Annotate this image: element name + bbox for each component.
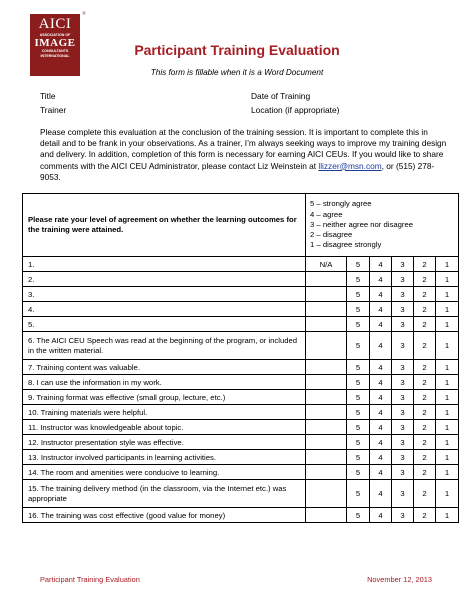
rating-4-cell[interactable]: 4 [370,272,392,287]
intro-paragraph [40,127,448,183]
rating-4-cell[interactable]: 4 [370,435,392,450]
rating-2-cell[interactable]: 2 [414,508,436,523]
rating-scale-legend [306,194,459,257]
rating-5-cell[interactable]: 5 [347,390,370,405]
rating-3-cell[interactable]: 3 [392,272,414,287]
rating-4-cell[interactable]: 4 [370,360,392,375]
rating-2-cell[interactable]: 2 [414,257,436,272]
na-cell[interactable] [306,272,347,287]
rating-1-cell[interactable]: 1 [436,420,459,435]
rating-5-cell[interactable]: 5 [347,435,370,450]
title-field-label[interactable]: Title [40,91,56,101]
rating-4-cell[interactable]: 4 [370,465,392,480]
rating-5-cell[interactable]: 5 [347,332,370,360]
na-cell[interactable] [306,480,347,508]
intro-text: Please complete this evaluation at the conclusion of the training session. It is important to complete this in detail and to be frank in your observations. As a trainer, I’m always seeking ways to improve my training design and delivery. In addition, completion of this form is necessary for earning AICI CEUs. If you would like to share comments with the AICI CEU Administrator, please contact Liz Weinstein at [40,127,447,171]
rating-1-cell[interactable]: 1 [436,302,459,317]
table-row [23,480,459,508]
rating-2-cell[interactable]: 2 [414,272,436,287]
item-label: 1. [23,257,306,272]
logo-image-text: IMAGE [34,37,76,50]
table-row [23,272,459,287]
rating-1-cell[interactable]: 1 [436,375,459,390]
item-label: 15. The training delivery method (in the classroom, via the Internet etc.) was appropriate [23,480,306,508]
rating-4-cell[interactable]: 4 [370,450,392,465]
na-cell[interactable] [306,360,347,375]
table-row [23,257,459,272]
rating-4-cell[interactable]: 4 [370,302,392,317]
rating-2-cell[interactable]: 2 [414,360,436,375]
item-label: 5. [23,317,306,332]
na-cell[interactable] [306,405,347,420]
rating-5-cell[interactable]: 5 [347,317,370,332]
page-subtitle: This form is fillable when it is a Word Document [150,68,324,77]
rating-5-cell[interactable]: 5 [347,360,370,375]
table-row [23,508,459,523]
rating-5-cell[interactable]: 5 [347,450,370,465]
rating-5-cell[interactable]: 5 [347,375,370,390]
rating-3-cell[interactable]: 3 [392,405,414,420]
rating-2-cell[interactable]: 2 [414,435,436,450]
rating-1-cell[interactable]: 1 [436,317,459,332]
item-label: 16. The training was cost effective (good value for money) [23,508,306,523]
na-cell[interactable] [306,435,347,450]
rating-4-cell[interactable]: 4 [370,317,392,332]
rating-2-cell[interactable]: 2 [414,317,436,332]
rating-4-cell[interactable]: 4 [370,508,392,523]
registered-mark: ® [82,12,86,17]
rating-3-cell[interactable]: 3 [392,360,414,375]
item-label: 8. I can use the information in my work. [23,375,306,390]
rating-3-cell[interactable]: 3 [392,257,414,272]
rating-1-cell[interactable]: 1 [436,450,459,465]
scale-5: 5 – strongly agree [310,199,372,209]
rating-3-cell[interactable]: 3 [392,420,414,435]
scale-4: 4 – agree [310,209,343,219]
na-cell[interactable] [306,420,347,435]
rating-3-cell[interactable]: 3 [392,375,414,390]
rating-2-cell[interactable]: 2 [414,287,436,302]
rating-2-cell[interactable]: 2 [414,405,436,420]
table-header-row [23,194,459,257]
rating-5-cell[interactable]: 5 [347,302,370,317]
rating-1-cell[interactable]: 1 [436,360,459,375]
item-label: 12. Instructor presentation style was effective. [23,435,306,450]
page-title: Participant Training Evaluation [134,42,340,58]
rating-5-cell[interactable]: 5 [347,257,370,272]
table-row [23,390,459,405]
rating-1-cell[interactable]: 1 [436,465,459,480]
location-field-label[interactable]: Location (if appropriate) [251,105,340,115]
table-row [23,435,459,450]
na-cell[interactable] [306,332,347,360]
item-label: 11. Instructor was knowledgeable about topic. [23,420,306,435]
item-label: 9. Training format was effective (small group, lecture, etc.) [23,390,306,405]
logo-association-text: ASSOCIATION OF [39,33,71,37]
scale-2: 2 – disagree [310,230,353,240]
rating-2-cell[interactable]: 2 [414,420,436,435]
evaluation-table [22,193,459,523]
rating-1-cell[interactable]: 1 [436,435,459,450]
rating-4-cell[interactable]: 4 [370,420,392,435]
rating-4-cell[interactable]: 4 [370,375,392,390]
rating-1-cell[interactable]: 1 [436,257,459,272]
footer-date: November 12, 2013 [367,575,432,584]
date-field-label[interactable]: Date of Training [251,91,311,101]
rating-5-cell[interactable]: 5 [347,287,370,302]
table-row [23,405,459,420]
rating-1-cell[interactable]: 1 [436,272,459,287]
na-cell[interactable] [306,390,347,405]
item-label: 2. [23,272,306,287]
rating-5-cell[interactable]: 5 [347,272,370,287]
item-label: 6. The AICI CEU Speech was read at the beginning of the program, or included in the written material. [23,332,306,360]
contact-email-link[interactable]: llizzer@msn.com [318,160,382,171]
rating-3-cell[interactable]: 3 [392,317,414,332]
rating-prompt: Please rate your level of agreement on whether the learning outcomes for the training were attained. [23,194,306,257]
rating-3-cell[interactable]: 3 [392,508,414,523]
rating-3-cell[interactable]: 3 [392,450,414,465]
rating-2-cell[interactable]: 2 [414,375,436,390]
rating-2-cell[interactable]: 2 [414,465,436,480]
na-cell[interactable] [306,317,347,332]
na-cell[interactable] [306,287,347,302]
rating-5-cell[interactable]: 5 [347,508,370,523]
rating-1-cell[interactable]: 1 [436,332,459,360]
rating-2-cell[interactable]: 2 [414,480,436,508]
rating-2-cell[interactable]: 2 [414,332,436,360]
rating-5-cell[interactable]: 5 [347,405,370,420]
table-row [23,302,459,317]
trainer-field-label[interactable]: Trainer [40,105,67,115]
intro-tail: , or (515) 278-9053. [40,160,435,182]
item-label: 14. The room and amenities were conducive to learning. [23,465,306,480]
table-row [23,287,459,302]
rating-3-cell[interactable]: 3 [392,435,414,450]
rating-5-cell[interactable]: 5 [347,480,370,508]
logo-international-text: INTERNATIONAL [40,53,70,58]
rating-4-cell[interactable]: 4 [370,390,392,405]
na-cell[interactable]: N/A [306,257,347,272]
rating-4-cell[interactable]: 4 [370,480,392,508]
table-row [23,360,459,375]
scale-3: 3 – neither agree nor disagree [310,219,413,229]
item-label: 10. Training materials were helpful. [23,405,306,420]
rating-3-cell[interactable]: 3 [392,302,414,317]
rating-1-cell[interactable]: 1 [436,405,459,420]
rating-3-cell[interactable]: 3 [392,390,414,405]
table-row [23,332,459,360]
rating-1-cell[interactable]: 1 [436,508,459,523]
rating-3-cell[interactable]: 3 [392,480,414,508]
rating-4-cell[interactable]: 4 [370,257,392,272]
item-label: 7. Training content was valuable. [23,360,306,375]
na-cell[interactable] [306,302,347,317]
na-cell[interactable] [306,465,347,480]
rating-1-cell[interactable]: 1 [436,390,459,405]
na-cell[interactable] [306,508,347,523]
rating-5-cell[interactable]: 5 [347,420,370,435]
table-row [23,450,459,465]
table-row [23,420,459,435]
rating-4-cell[interactable]: 4 [370,287,392,302]
item-label: 4. [23,302,306,317]
rating-1-cell[interactable]: 1 [436,287,459,302]
rating-2-cell[interactable]: 2 [414,390,436,405]
rating-5-cell[interactable]: 5 [347,465,370,480]
table-row [23,465,459,480]
na-cell[interactable] [306,450,347,465]
rating-2-cell[interactable]: 2 [414,302,436,317]
rating-4-cell[interactable]: 4 [370,332,392,360]
logo-aici-text: AICI [38,16,72,32]
logo-consultants-text: CONSULTANTS [41,49,69,54]
scale-1: 1 – disagree strongly [310,240,382,250]
rating-1-cell[interactable]: 1 [436,480,459,508]
rating-3-cell[interactable]: 3 [392,465,414,480]
rating-2-cell[interactable]: 2 [414,450,436,465]
footer-title: Participant Training Evaluation [40,575,140,584]
rating-4-cell[interactable]: 4 [370,405,392,420]
rating-3-cell[interactable]: 3 [392,332,414,360]
na-cell[interactable] [306,375,347,390]
item-label: 3. [23,287,306,302]
table-row [23,317,459,332]
table-row [23,375,459,390]
rating-3-cell[interactable]: 3 [392,287,414,302]
item-label: 13. Instructor involved participants in learning activities. [23,450,306,465]
